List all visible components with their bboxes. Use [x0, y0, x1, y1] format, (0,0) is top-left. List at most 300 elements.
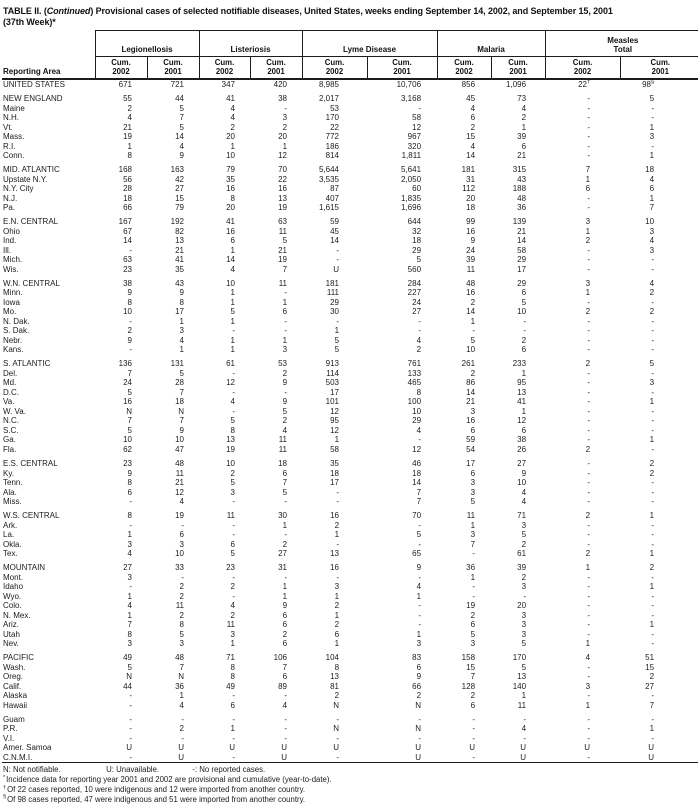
- value-cell: 79: [226, 165, 235, 175]
- reporting-area-cell: Kans.: [3, 345, 24, 355]
- value-cell: -: [284, 530, 288, 540]
- value-cell: 49: [123, 653, 132, 663]
- value-cell: -: [418, 539, 422, 549]
- value-cell: -: [587, 629, 591, 639]
- value-cell: 2: [179, 591, 184, 601]
- table-row: [2, 359, 698, 369]
- value-cell: 3: [585, 217, 591, 227]
- value-cell: -: [418, 601, 422, 611]
- value-cell: 1: [127, 530, 132, 540]
- value-cell: -: [651, 255, 655, 265]
- col-header-legionellosis-2002: Cum. 2002: [95, 57, 147, 80]
- value-cell: 18: [645, 165, 655, 175]
- reporting-area-cell: Vt.: [3, 122, 13, 132]
- value-cell: 5: [521, 530, 527, 540]
- value-cell: 1: [521, 406, 527, 416]
- value-cell: 71: [226, 653, 235, 663]
- value-cell: -: [129, 714, 132, 724]
- value-cell: 21: [278, 245, 288, 255]
- table-row: [2, 540, 698, 550]
- value-cell: 12: [330, 425, 340, 435]
- value-cell: 45: [330, 226, 340, 236]
- footnote-asterisk: *Incidence data for reporting year 2001 and 2002 are provisional and cumulative (year-to-date).: [3, 774, 332, 785]
- value-cell: -: [651, 368, 655, 378]
- value-cell: 315: [512, 165, 527, 175]
- value-cell: 1: [127, 591, 132, 601]
- table-row: [2, 653, 698, 663]
- value-cell: 39: [517, 132, 527, 142]
- table-row: [2, 194, 698, 204]
- value-cell: 2: [334, 620, 340, 630]
- value-cell: 39: [517, 563, 527, 573]
- value-cell: 38: [278, 94, 288, 104]
- value-cell: 12: [517, 416, 527, 426]
- reporting-area-cell: Conn.: [3, 151, 25, 161]
- table-row: [2, 265, 698, 275]
- value-cell: 61: [517, 549, 527, 559]
- value-cell: 41: [226, 94, 235, 104]
- value-cell: 5: [470, 497, 476, 507]
- value-cell: 158: [461, 653, 476, 663]
- value-cell: 6: [282, 620, 288, 630]
- value-cell: 10: [466, 345, 476, 355]
- value-cell: -: [587, 406, 591, 416]
- value-cell: -: [587, 345, 591, 355]
- value-cell: 2: [649, 288, 655, 298]
- value-cell: 1: [649, 435, 655, 445]
- value-cell: 2: [334, 520, 340, 530]
- value-cell: N: [178, 672, 184, 682]
- value-cell: 3: [649, 226, 655, 236]
- value-cell: 7: [282, 478, 288, 488]
- value-cell: 5: [230, 549, 235, 559]
- value-cell: -: [472, 724, 476, 734]
- value-cell: 19: [278, 255, 288, 265]
- value-cell: 2: [282, 539, 288, 549]
- value-cell: -: [472, 714, 476, 724]
- value-cell: 1: [649, 620, 655, 630]
- value-cell: 86: [466, 378, 476, 388]
- value-cell: 407: [325, 193, 340, 203]
- value-cell: 10: [645, 217, 655, 227]
- value-cell: -: [129, 345, 132, 355]
- table-row: [2, 488, 698, 498]
- value-cell: 1: [230, 141, 235, 151]
- column-group-legionellosis: Legionellosis: [95, 31, 199, 57]
- value-cell: U: [520, 752, 527, 762]
- value-cell: 20: [226, 203, 235, 213]
- reporting-area-cell: P.R.: [3, 724, 18, 734]
- value-cell: 41: [175, 255, 184, 265]
- value-cell: 1: [649, 397, 655, 407]
- value-cell: 2: [470, 122, 476, 132]
- value-cell: -: [129, 245, 132, 255]
- title-prefix: TABLE II. (: [3, 6, 47, 16]
- value-cell: 16: [330, 563, 340, 573]
- value-cell: 3: [521, 620, 527, 630]
- reporting-area-cell: PACIFIC: [3, 653, 34, 663]
- value-cell: -: [232, 752, 235, 762]
- value-cell: 1: [334, 435, 340, 445]
- value-cell: -: [587, 478, 591, 488]
- value-cell: -: [651, 610, 655, 620]
- reporting-area-cell: Guam: [3, 714, 25, 724]
- value-cell: -: [129, 497, 132, 507]
- reporting-area-cell: Ohio: [3, 226, 20, 236]
- reporting-area-cell: C.N.M.I.: [3, 752, 33, 762]
- reporting-area-cell: N.Y. City: [3, 184, 34, 194]
- value-cell: 1: [230, 245, 235, 255]
- reporting-area-cell: Minn.: [3, 288, 23, 298]
- value-cell: 2: [230, 610, 235, 620]
- value-cell: 8: [179, 620, 184, 630]
- value-cell: 23: [123, 264, 132, 274]
- value-cell: 347: [221, 80, 235, 89]
- value-cell: U: [333, 264, 340, 274]
- value-cell: 170: [325, 113, 340, 123]
- value-cell: 28: [175, 378, 184, 388]
- reporting-area-cell: Okla.: [3, 539, 22, 549]
- reporting-area-cell: Alaska: [3, 691, 28, 701]
- value-cell: 4: [521, 724, 527, 734]
- value-cell: -: [587, 245, 591, 255]
- value-cell: 14: [466, 387, 476, 397]
- value-cell: 10: [226, 151, 235, 161]
- value-cell: 27: [517, 459, 527, 469]
- col-header-measles-2002: Cum. 2002: [545, 57, 620, 80]
- value-cell: 41: [226, 217, 235, 227]
- table-row: [2, 142, 698, 152]
- value-cell: 13: [330, 549, 340, 559]
- value-cell: 12: [330, 406, 340, 416]
- value-cell: 2,017: [318, 94, 340, 104]
- value-cell: 82: [175, 226, 184, 236]
- value-cell: 2: [282, 629, 288, 639]
- value-cell: 18: [412, 236, 422, 246]
- value-cell: 8: [230, 193, 235, 203]
- sub-header-row: [2, 57, 698, 80]
- reporting-area-cell: Wyo.: [3, 591, 22, 601]
- value-cell: 27: [175, 184, 184, 194]
- value-cell: 58: [330, 444, 340, 454]
- value-cell: 2: [470, 691, 476, 701]
- value-cell: 1: [230, 316, 235, 326]
- reporting-area-cell: Ala.: [3, 487, 17, 497]
- value-cell: 13: [226, 435, 235, 445]
- value-cell: -: [284, 326, 288, 336]
- value-cell: 8: [127, 151, 132, 161]
- reporting-area-cell: Ill.: [3, 245, 11, 255]
- value-cell: 6: [230, 539, 235, 549]
- value-cell: 7: [179, 416, 184, 426]
- value-cell: 8,985: [318, 80, 340, 89]
- reporting-area-cell: Del.: [3, 368, 18, 378]
- value-cell: 95: [517, 378, 527, 388]
- value-cell: 4: [470, 103, 476, 113]
- reporting-area-cell: N. Dak.: [3, 316, 30, 326]
- value-cell: 36: [175, 681, 184, 691]
- value-cell: -: [336, 752, 340, 762]
- value-cell: 1: [649, 582, 655, 592]
- value-cell: 8: [127, 478, 132, 488]
- value-cell: 2: [649, 468, 655, 478]
- value-cell: -: [232, 368, 235, 378]
- value-cell: 48: [517, 193, 527, 203]
- value-cell: 4: [649, 236, 655, 246]
- value-cell: 5: [521, 639, 527, 649]
- value-cell: -: [232, 691, 235, 701]
- value-cell: 4: [649, 278, 655, 288]
- value-cell: 54: [466, 444, 476, 454]
- value-cell: 4: [230, 113, 235, 123]
- value-cell: 3,535: [318, 174, 340, 184]
- reporting-area-cell: MOUNTAIN: [3, 563, 46, 573]
- value-cell: 3: [585, 278, 591, 288]
- value-cell: -: [587, 459, 591, 469]
- value-cell: 21: [517, 151, 527, 161]
- value-cell: 2: [521, 539, 527, 549]
- value-cell: 15: [175, 193, 184, 203]
- value-cell: 1: [179, 316, 184, 326]
- value-cell: N: [333, 724, 340, 734]
- value-cell: 1: [521, 122, 527, 132]
- reporting-area-cell: Amer. Samoa: [3, 743, 52, 753]
- value-cell: 1: [585, 700, 591, 710]
- value-cell: -: [232, 326, 235, 336]
- value-cell: 67: [123, 226, 132, 236]
- value-cell: 4: [282, 425, 288, 435]
- value-cell: 5: [521, 662, 527, 672]
- value-cell: 14: [330, 236, 340, 246]
- value-cell: -: [587, 487, 591, 497]
- value-cell: 6: [282, 307, 288, 317]
- value-cell: 10: [412, 406, 422, 416]
- value-cell: 17: [330, 478, 340, 488]
- value-cell: 87: [330, 184, 340, 194]
- value-cell: -: [232, 406, 235, 416]
- value-cell: 83: [412, 653, 422, 663]
- value-cell: 5: [470, 335, 476, 345]
- reporting-area-cell: Utah: [3, 629, 20, 639]
- value-cell: 856: [461, 80, 476, 89]
- value-cell: 6: [179, 530, 184, 540]
- value-cell: -: [651, 639, 655, 649]
- value-cell: 11: [278, 444, 288, 454]
- reporting-area-cell: Nev.: [3, 639, 19, 649]
- table-row: [2, 246, 698, 256]
- value-cell: 14: [123, 236, 132, 246]
- reporting-area-cell: Md.: [3, 378, 17, 388]
- value-cell: 1: [230, 724, 235, 734]
- value-cell: 2: [521, 335, 527, 345]
- value-cell: 11: [175, 601, 184, 611]
- value-cell: 3: [470, 478, 476, 488]
- value-cell: 814: [325, 151, 340, 161]
- value-cell: -: [651, 478, 655, 488]
- table-row: [2, 369, 698, 379]
- value-cell: -: [587, 368, 591, 378]
- value-cell: -: [587, 103, 591, 113]
- value-cell: 95: [330, 416, 340, 426]
- value-cell: U: [415, 743, 422, 753]
- value-cell: -: [181, 520, 184, 530]
- table-row: [2, 511, 698, 521]
- value-cell: -: [523, 326, 527, 336]
- value-cell: 66: [412, 681, 422, 691]
- value-cell: -: [284, 691, 288, 701]
- value-cell: -: [523, 591, 527, 601]
- value-cell: -: [587, 255, 591, 265]
- value-cell: 1: [470, 316, 476, 326]
- table-row: [2, 601, 698, 611]
- value-cell: -: [651, 714, 655, 724]
- value-cell: 5: [282, 236, 288, 246]
- value-cell: 6: [282, 610, 288, 620]
- table-row: [2, 378, 698, 388]
- value-cell: 70: [278, 165, 288, 175]
- value-cell: -: [587, 425, 591, 435]
- value-cell: 5: [334, 345, 340, 355]
- value-cell: 4: [127, 113, 132, 123]
- value-cell: -: [587, 122, 591, 132]
- value-cell: -: [232, 520, 235, 530]
- value-cell: -: [232, 387, 235, 397]
- value-cell: -: [418, 520, 422, 530]
- value-cell: -: [418, 572, 422, 582]
- value-cell: 6: [416, 662, 422, 672]
- value-cell: 65: [412, 549, 422, 559]
- reporting-area-cell: Mass.: [3, 132, 25, 142]
- value-cell: 15: [466, 132, 476, 142]
- value-cell: 9: [416, 563, 422, 573]
- value-cell: 5: [416, 530, 422, 540]
- value-cell: -: [232, 591, 235, 601]
- table-row: [2, 227, 698, 237]
- value-cell: -: [587, 113, 591, 123]
- value-cell: 14: [175, 132, 184, 142]
- value-cell: N: [126, 406, 132, 416]
- value-cell: 2: [649, 459, 655, 469]
- table-row: [2, 582, 698, 592]
- value-cell: 140: [512, 681, 527, 691]
- value-cell: 2: [127, 103, 132, 113]
- value-cell: 2: [282, 368, 288, 378]
- value-cell: 53: [330, 103, 340, 113]
- value-cell: 721: [170, 80, 184, 89]
- value-cell: 11: [278, 278, 288, 288]
- value-cell: 4: [127, 549, 132, 559]
- footnote-dagger: †Of 22 cases reported, 10 were indigenous and 12 were imported from another country.: [3, 784, 306, 795]
- reporting-area-cell: Mo.: [3, 307, 17, 317]
- table-row: [2, 743, 698, 753]
- value-cell: 9: [127, 335, 132, 345]
- value-cell: 10: [175, 549, 184, 559]
- value-cell: 131: [170, 359, 184, 369]
- reporting-area-cell: Idaho: [3, 582, 24, 592]
- value-cell: 112: [462, 184, 476, 194]
- value-cell: 17: [466, 459, 476, 469]
- value-cell: 133: [407, 368, 422, 378]
- value-cell: 43: [517, 174, 527, 184]
- value-cell: 11: [517, 700, 527, 710]
- col-header-malaria-2001: Cum. 2001: [491, 57, 545, 80]
- value-cell: N: [178, 406, 184, 416]
- value-cell: 10: [517, 478, 527, 488]
- value-cell: 1: [649, 549, 655, 559]
- value-cell: 5: [230, 478, 235, 488]
- value-cell: 4: [585, 653, 591, 663]
- value-cell: 2: [334, 691, 340, 701]
- reporting-area-cell: Nebr.: [3, 335, 23, 345]
- value-cell: 3: [521, 610, 527, 620]
- value-cell: 7: [127, 620, 132, 630]
- value-cell: -: [336, 487, 340, 497]
- table-title: [3, 6, 696, 27]
- value-cell: 284: [407, 278, 422, 288]
- value-cell: 1: [179, 345, 184, 355]
- value-cell: 38: [517, 435, 527, 445]
- reporting-area-cell: Wis.: [3, 264, 19, 274]
- value-cell: 4: [416, 335, 422, 345]
- value-cell: U: [178, 752, 184, 762]
- value-cell: 1: [230, 288, 235, 298]
- value-cell: 4: [179, 497, 184, 507]
- value-cell: 19: [175, 511, 184, 521]
- value-cell: -: [523, 316, 527, 326]
- table-row: [2, 203, 698, 213]
- value-cell: 3: [470, 487, 476, 497]
- table-row: [2, 630, 698, 640]
- value-cell: 31: [466, 174, 476, 184]
- value-cell: 21: [175, 245, 184, 255]
- table-row: [2, 435, 698, 445]
- value-cell: 5: [127, 425, 132, 435]
- value-cell: 21: [466, 397, 476, 407]
- value-cell: 16: [226, 184, 235, 194]
- value-cell: U: [333, 743, 340, 753]
- value-cell: 24: [412, 297, 422, 307]
- value-cell: 6: [521, 288, 527, 298]
- value-cell: -: [651, 297, 655, 307]
- value-cell: 21: [123, 122, 132, 132]
- value-cell: 1: [470, 520, 476, 530]
- reporting-area-cell: Tenn.: [3, 478, 23, 488]
- value-cell: 18: [123, 193, 132, 203]
- value-cell: 16: [466, 288, 476, 298]
- value-cell: -: [232, 572, 235, 582]
- value-cell: 4: [521, 103, 527, 113]
- reporting-area-cell: W.N. CENTRAL: [3, 278, 60, 288]
- value-cell: 2: [179, 724, 184, 734]
- value-cell: 6: [521, 425, 527, 435]
- value-cell: -: [472, 582, 476, 592]
- table-row: [2, 469, 698, 479]
- value-cell: 1: [127, 610, 132, 620]
- table-row: [2, 416, 698, 426]
- value-cell: -: [418, 610, 422, 620]
- value-cell: 4: [521, 487, 527, 497]
- reporting-area-cell: Maine: [3, 103, 25, 113]
- value-cell: 2: [416, 691, 422, 701]
- value-cell: 27: [123, 563, 132, 573]
- value-cell: -: [651, 539, 655, 549]
- value-cell: 2: [521, 113, 527, 123]
- value-cell: 5: [282, 487, 288, 497]
- table-row: [2, 611, 698, 621]
- reporting-area-cell: Pa.: [3, 203, 16, 213]
- value-cell: 1: [416, 629, 422, 639]
- table-row: [2, 288, 698, 298]
